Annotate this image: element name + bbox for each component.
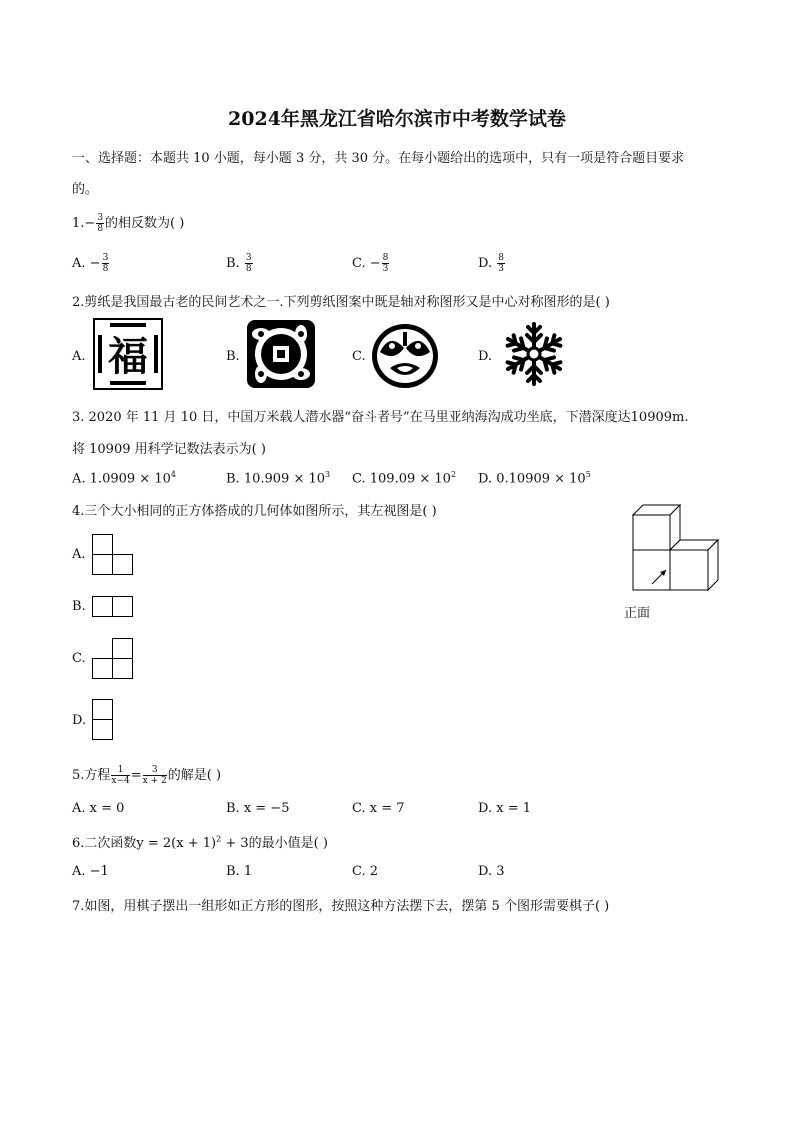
q5-option-c[interactable]: C. x = 7 [352,801,405,816]
question-4: 4.三个大小相同的正方体搭成的几何体如图所示，其左视图是( ) [72,504,437,519]
q2-label-c[interactable]: C. [352,349,366,364]
q1-option-b[interactable]: B. $\frac{3}{8}$ [226,253,252,274]
section-instruction-line2: 的。 [72,182,99,197]
q3-option-c[interactable]: C. $109.09 \times 10^2$ [352,470,457,487]
papercut-fish-circle-image [245,318,317,390]
snowflake-image [500,320,568,388]
q5-option-b[interactable]: B. x = −5 [226,801,290,816]
q2-label-a[interactable]: A. [72,349,86,364]
svg-text:福: 福 [108,333,148,380]
q4-option-d-figure [92,699,114,741]
q2-label-d[interactable]: D. [478,349,493,364]
q4-option-c-figure [92,638,134,680]
q6-option-d[interactable]: D. 3 [478,864,505,879]
question-6: 6.二次函数$y = 2(x + 1)^2 + 3$的最小值是( ) [72,834,328,851]
question-2: 2.剪纸是我国最古老的民间艺术之一.下列剪纸图案中既是轴对称图形又是中心对称图形的是( ) [72,295,610,310]
papercut-twin-fish-image [370,322,440,390]
question-3-line1: 3. 2020 年 11 月 10 日，中国万米载人潜水器“奋斗者号”在马里亚纳海沟成功坐底，下潜深度达10909m. [72,410,689,425]
page-title: 2024年黑龙江省哈尔滨市中考数学试卷 [228,108,566,130]
section-instruction-line1: 一、选择题：本题共 10 小题，每小题 3 分，共 30 分。在每小题给出的选项中，只有一项是符合题目要求 [72,151,685,166]
q1-fraction: $\frac{3}{8}$ [97,213,104,234]
q5-option-a[interactable]: A. x = 0 [72,801,125,816]
q4-label-b[interactable]: B. [72,599,86,614]
q4-option-a-figure [92,534,134,576]
q6-option-c[interactable]: C. 2 [352,864,379,879]
q1-option-c[interactable]: C. − $\frac{8}{3}$ [352,253,389,274]
question-1: 1.− $\frac{3}{8}$ 的相反数为( ) [72,213,185,234]
q4-label-d[interactable]: D. [72,713,87,728]
q4-option-b-figure [92,596,134,618]
q3-option-b[interactable]: B. $10.909 \times 10^3$ [226,470,331,487]
question-3-line2: 将 10909 用科学记数法表示为( ) [72,442,266,457]
q4-cube-figure [630,503,722,595]
q5-option-d[interactable]: D. x = 1 [478,801,531,816]
q3-option-a[interactable]: A. $1.0909 \times 10^4$ [72,470,176,487]
q6-option-a[interactable]: A. −1 [72,864,109,879]
q1-option-d[interactable]: D. $\frac{8}{3}$ [478,253,504,274]
q1-option-a[interactable]: A. − $\frac{3}{8}$ [72,253,109,274]
q3-option-d[interactable]: D. $0.10909 \times 10^5$ [478,470,591,487]
q2-label-b[interactable]: B. [226,349,240,364]
question-5: 5.方程 $\frac{1}{x-4}$ = $\frac{3}{x + 2}$ 的解是( ) [72,765,222,786]
q4-label-c[interactable]: C. [72,651,86,666]
q4-label-a[interactable]: A. [72,547,86,562]
q6-option-b[interactable]: B. 1 [226,864,253,879]
question-7: 7.如图，用棋子摆出一组形如正方形的图形，按照这种方法摆下去，摆第 5 个图形需要棋子( ) [72,899,610,914]
papercut-fu-image [93,318,163,390]
front-view-label: 正面 [624,606,651,621]
